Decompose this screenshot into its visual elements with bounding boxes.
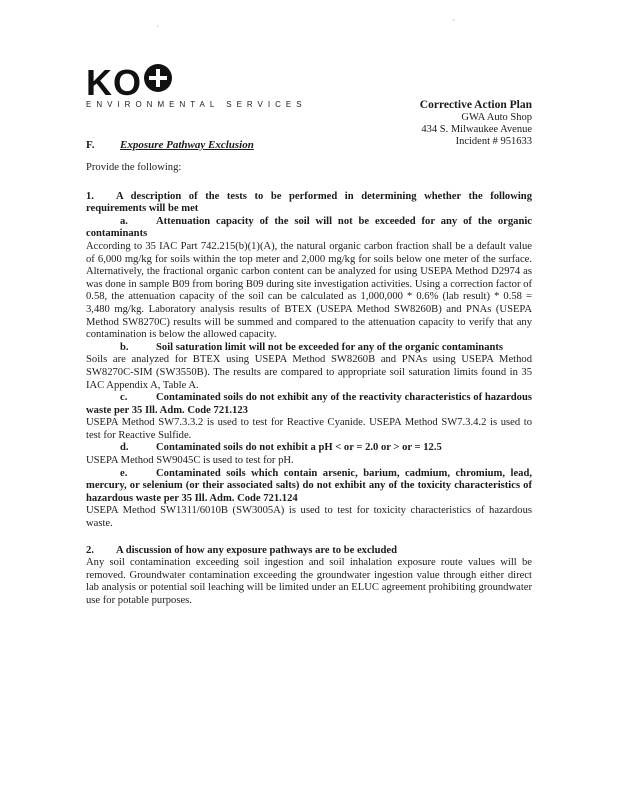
spacer [86, 531, 532, 545]
header-line: 434 S. Milwaukee Avenue [421, 124, 532, 135]
subitem-b-text: Soils are analyzed for BTEX using USEPA Method SW8260B and PNAs using USEPA Method SW8270C-SIM (SW3550B). The results are compared to appropriate soil saturation limits found in 35 IAC Appendix A, Table A. [86, 354, 532, 391]
scan-speck: ˙ [156, 24, 159, 34]
subitem-e-text: USEPA Method SW1311/6010B (SW3005A) is used to test for toxicity characteristics of hazardous waste. [86, 505, 532, 530]
subitem-d-heading: d. Contaminated soils do not exhibit a pH < or = 2.0 or > or = 12.5 [86, 442, 532, 455]
item-number: 2. [86, 544, 94, 556]
subitem-letter: b. [120, 341, 129, 353]
logo-cross-icon [144, 64, 172, 92]
subitem-letter: a. [120, 215, 128, 227]
header-line: GWA Auto Shop [461, 112, 532, 123]
subitem-d-text: USEPA Method SW9045C is used to test for pH. [86, 455, 294, 467]
subitem-letter: d. [120, 442, 129, 454]
header-line: Incident # 951633 [455, 136, 532, 147]
intro-text: Provide the following: [86, 162, 182, 173]
section-label: F. [86, 139, 95, 151]
subitem-letter: e. [120, 467, 128, 479]
subitem-a-heading: a. Attenuation capacity of the soil will not be exceeded for any of the organic contaminants [86, 215, 532, 240]
subitem-e-heading: e. Contaminated soils which contain arsenic, barium, cadmium, chromium, lead, mercury, or selenium (or their associated salts) do not exhibit any of the toxicity characteristics of hazardous waste per 35 Ill. Adm. Code 721.124 [86, 467, 532, 504]
subitem-b-heading: b. Soil saturation limit will not be exceeded for any of the organic contaminants [86, 342, 532, 355]
company-logo [86, 62, 307, 109]
logo-mark: KO [86, 62, 142, 103]
subitem-a-text: According to 35 IAC Part 742.215(b)(1)(A), the natural organic carbon fraction shall be a default value of 6,000 mg/kg for soils within the top meter and 2,000 mg/kg for soils below one meter of the surface. Alternatively, the fractional organic carbon content can be analyzed for using USEPA Method D2974 as was done in sample B09 from boring B09 during site investigation activities. Using a correction factor of 0.58, the attenuation capacity of the soil can be calculated as 1,000,000 * 0.6% (lab result) * 0.58 = 3,480 mg/kg. Laboratory analysis results of BTEX (USEPA Method SW8260B) and PNAs (USEPA Method SW8270C) results will be summed and compared to the attenuation capacity to verify that any contamination is below the allowed capacity. [86, 240, 532, 341]
section-title: Exposure Pathway Exclusion [120, 139, 254, 151]
subitem-letter: c. [120, 392, 128, 404]
scan-speck: ˊ [452, 18, 455, 28]
item-1-heading: 1. A description of the tests to be performed in determining whether the following requirements will be met [86, 190, 532, 215]
subitem-c-text: USEPA Method SW7.3.3.2 is used to test for Reactive Cyanide. USEPA Method SW7.3.4.2 is used to test for Reactive Sulfide. [86, 417, 532, 441]
subitem-c-heading: c. Contaminated soils do not exhibit any of the reactivity characteristics of hazardous waste per 35 Ill. Adm. Code 721.123 [86, 392, 532, 416]
document-body [86, 162, 532, 608]
section-heading [86, 139, 254, 151]
item-2-text: Any soil contamination exceeding soil ingestion and soil inhalation exposure route values will be removed. Groundwater contamination exceeding the groundwater ingestion value through either direct lab analysis or potential soil leaching will be limited under an ELUC agreement prohibiting groundwater use for potable purposes. [86, 557, 532, 606]
item-2-heading: 2. A discussion of how any exposure pathways are to be excluded [86, 544, 397, 556]
header-title: Corrective Action Plan [419, 99, 532, 111]
logo-subtitle: ENVIRONMENTAL SERVICES [86, 100, 307, 109]
item-number: 1. [86, 190, 94, 202]
document-header [420, 98, 532, 148]
